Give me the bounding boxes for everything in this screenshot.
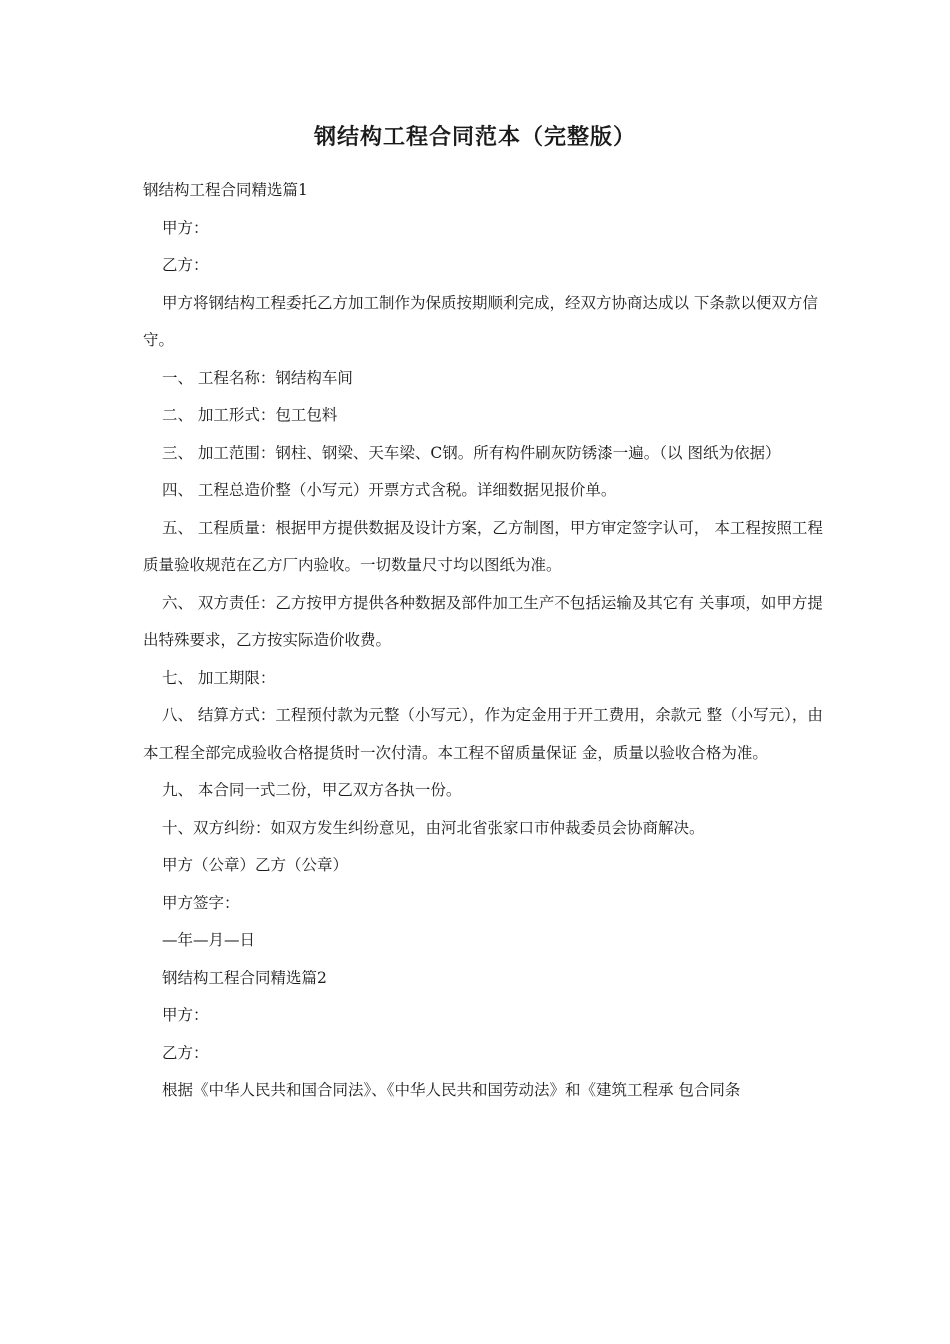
document-title: 钢结构工程合同范本（完整版） [313, 125, 636, 150]
clause-2: 二、 加工形式：包工包料 [162, 406, 338, 424]
seal-line: 甲方（公章）乙方（公章） [162, 856, 349, 874]
clause-5: 五、 工程质量：根据甲方提供数据及设计方案，乙方制图，甲方审定签字认可， 本工程按照工程质量验收规范在乙方厂内验收。一切数量尺寸均以图纸为准。 [143, 518, 823, 574]
clause-10: 十、双方纠纷：如双方发生纠纷意见，由河北省张家口市仲裁委员会协商解决。 [162, 818, 705, 837]
clause-9: 九、 本合同一式二份，甲乙双方各执一份。 [162, 781, 462, 799]
clause-4: 四、 工程总造价整（小写元）开票方式含税。详细数据见报价单。 [162, 481, 617, 499]
section-heading-1: 钢结构工程合同精选篇1 [143, 181, 308, 199]
party-b-label-2: 乙方： [162, 1043, 209, 1062]
clause-6: 六、 双方责任：乙方按甲方提供各种数据及部件加工生产不包括运输及其它有 关事项，如甲方提出特殊要求，乙方按实际造价收费。 [143, 593, 823, 649]
date-line: —年—月—日 [162, 931, 256, 949]
party-a-label: 甲方： [162, 218, 209, 237]
clause-3: 三、 加工范围：钢柱、钢梁、天车梁、C钢。所有构件刷灰防锈漆一遍。（以 图纸为依据） [162, 443, 781, 462]
party-b-label: 乙方： [162, 256, 209, 274]
party-a-label-2: 甲方： [162, 1006, 209, 1024]
clause-8: 八、 结算方式：工程预付款为元整（小写元），作为定金用于开工费用，余款元 整（小写元），由本工程全部完成验收合格提货时一次付清。本工程不留质量保证 金，质量以验收合格为准。 [143, 706, 823, 762]
clause-7: 七、 加工期限： [162, 668, 276, 687]
document-body [143, 172, 823, 1110]
clause-1: 一、 工程名称：钢结构车间 [162, 368, 353, 387]
legal-basis-paragraph: 根据《中华人民共和国合同法》、《中华人民共和国劳动法》和《建筑工程承 包合同条 [162, 1081, 741, 1099]
section-heading-2: 钢结构工程合同精选篇2 [162, 968, 327, 987]
preamble-paragraph: 甲方将钢结构工程委托乙方加工制作为保质按期顺利完成，经双方协商达成以 下条款以便双方信守。 [143, 293, 818, 349]
signature-line: 甲方签字： [162, 893, 240, 912]
